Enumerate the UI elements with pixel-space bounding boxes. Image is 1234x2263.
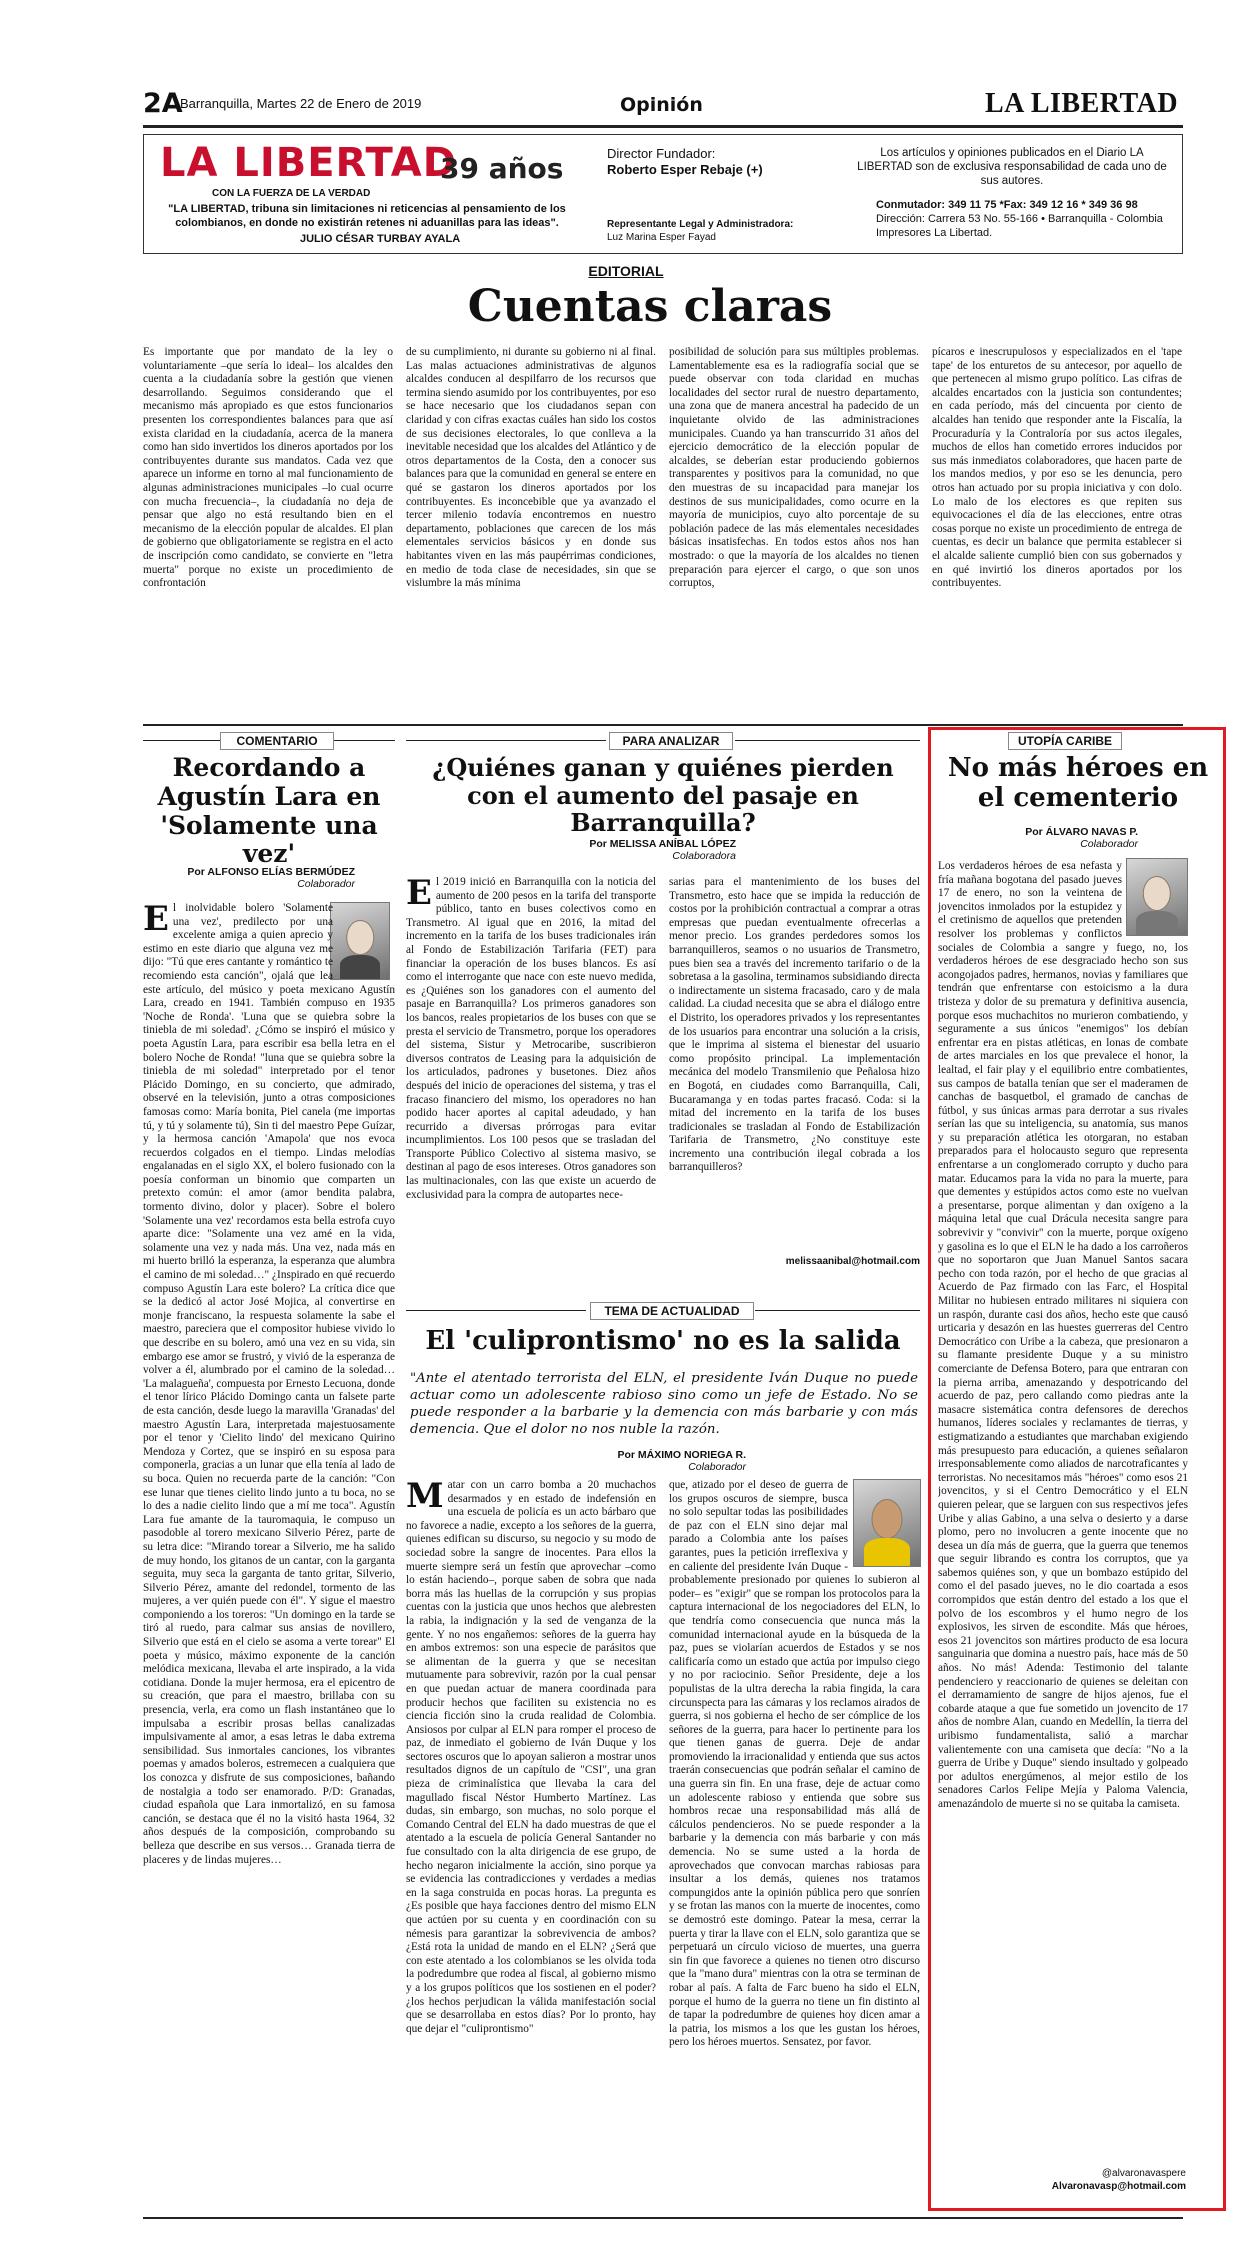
- editorial-col-1: Es importante que por mandato de la ley o voluntariamente –que sería lo ideal– los alcaldes den cuenta a la ciudadanía sobre la gestión que vienen desarrollando. Seguimos considerando que el mecanismo más apropiado es que estos funcionarios presenten los correspondientes balances para que así exista claridad en la ciudadanía, acerca de la manera como han sido invertidos los dineros aportados por los contribuyentes durante sus mandatos. Cada vez que aparece un informe en torno al mal funcionamiento de algunas administraciones municipales –lo cual ocurre con mucha frecuencia–, la ciudadanía no deja de pensar que algo no está resultando bien en el mecanismo de la elección popular de alcaldes. El plan de gobierno que obligatoriamente se registra en el acto de inscripción como candidato, se convierte en "letra muerta" porque no existe un procedimiento de confrontación: [143, 346, 393, 590]
- editorial-col-2: de su cumplimiento, ni durante su gobierno ni al final. Las malas actuaciones administrativas de algunos alcaldes conducen al despilfarro de los recursos que termina siendo asumido por los contribuyentes, por eso se hace necesario que los ciudadanos sepan con claridad y con cifras exactas cuáles han sido los costos de sus decisiones electorales, lo que conlleva a la inevitable necesidad que los alcaldes del Atlántico y de otros departamentos de la Costa, den a conocer sus balances para que la comunidad en general se entere en qué se gastaron los dineros aportados por los contribuyentes. Es inconcebible que ya avanzado el tercer milenio todavía encontremos en nuestro departamento, poblaciones que carecen de los más elementales servicios básicos y en donde sus habitantes viven en las más paupérrimas condiciones, en medio de toda clase de necesidades, sin que se vislumbre la más mínima: [406, 346, 656, 590]
- comentario-text: l inolvidable bolero 'Solamente una vez', predilecto por una excelente amiga a quien aprecio y estimo en este diario que alguna vez me dijo: "Tú que eres cantante y romántico te recomiendo esta canción", ojalá que lea este artículo, del músico y poeta mexicano Agustín Lara, creado en 1941. También compuso en 1935 'Noche de Ronda'. 'Luna que se quiebra sobre la tiniebla de mi soledad'. ¿Cómo se inspiró el músico y poeta Agustín Lara, para escribir esa bella letra en el bolero Noche de Ronda! "luna que se quiebra sobre la tiniebla de mi soledad" interpretado por el tenor Plácido Domingo, en su concierto, que admirado, observé en la televisión, junto a otras composiciones famosas como: María bonita, Piel canela (me importas tú, y tú y solamente tú), Sin ti del maestro Pepe Guízar, y la hermosa canción 'Amapola' que nos evoca recuerdos colgados en el tiempo. Lindas melodías engalanadas en el siglo XX, el bolero fusionado con la poesía conforman un binomio que comparten un pretexto común: el amor (amor bendita palabra, tormento divino, dolor y placer). Sobre el bolero 'Solamente una vez' recordamos esta bella estrofa cuyo aparte dice: "Solamente una vez amé en la vida, solamente una vez y nada más. Una vez, nada más en mi huerto brilló la esperanza, la esperanza que alumbra el camino de mi soledad…" ¿Inspirado en qué recuerdo compuso Agustín Lara este bolero? La crítica dice que se la dedicó al actor José Mojica, al convertirse en monje franciscano, la respuesta solamente la sabe el maestro, pareciera que el compositor hubiese vivido lo que describe en su bolero, amó una vez en su vida, sin embargo ese amor se frustró, y vivió de la esperanza de volver a él, alumbrado por el camino de la soledad… 'La malagueña', compuesta por Ernesto Lecuona, donde el tenor lírico Plácido Domingo canta un falsete parte de esta canción, desde luego la maravilla 'Granadas' del maestro Agustín Lara, interpretada majestuosamente por el tenor y 'Cielito lindo' del mexicano Quirino Mendoza y Cortez, que se inspiró en su esposa para componerla, gracias a un lunar que ella tenía al lado de su boca. Quien no recuerda parte de la canción: "Con ese lunar que tienes cielito lindo junto a tu boca, no se lo des a nadie cielito lindo que a mí me toca". Agustín Lara fue amante de la tauromaquia, le compuso un pasodoble al torero mexicano Silverio Pérez, parte de su letra dice: "Mirando torear a Silverio, me ha salido de muy hondo, los gitanos de un cantar, con la garganta seguita, muy seca la garganta de tanto gritar, Silverio, Silverio Pérez, amante del redondel, tormento de las mujeres, a ver quién puede con él". Y sigue el maestro componiendo a los toreros: "Un domingo en la tarde se tiró al ruedo, para calmar sus ansias de novillero, Silverio que está en el cielo se asoma a verte torear" El poeta y músico, máximo exponente de la canción melódica mexicana, llevaba el arte inspirado, a la vida cotidiana. Donde la mujer hermosa, era el epicentro de su creación, que para el maestro, brillaba con su presencia, verla, era como un flash instantáneo que lo impulsaba a escribir prosas bellas canalizadas impulsivamente al amor, a esas letras le daba extrema sensibilidad. Sus inmortales canciones, los vibrantes poemas y amados boleros, estremecen a cualquiera que los conozca y disfrute de sus composiciones, bañando de nostalgia a todo ser enamorado. P/D: Granadas, ciudad española que Lara inmortalizó, en su famosa canción, se destaca que él no la visitó hasta 1964, 32 años después de la composición, comprobando su belleza que describe en sus versos… Granada tierra de placeres y de lindas mujeres…: [143, 902, 395, 1866]
- actualidad-byline: [406, 1449, 746, 1473]
- utopia-text: Los verdaderos héroes de esa nefasta y fría mañana bogotana del pasado jueves 17 de enero, no son la veintena de jovencitos inmolados por la estupidez y el cretinismo de aquellos que pretenden resolver los problemas y conflictos sociales de Colombia a sangre y fuego, no, los verdaderos héroes de ese desgraciado hecho son sus acongojados padres, hermanos, novias y familiares que tendrán que enfrentarse con estoicismo a la dura tristeza y dolor de su prematura y definitiva ausencia, porque esos muchachitos no murieron combatiendo, y seguramente a sus únicos "enemigos" los debían enfrentar era en pistas atléticas, en lonas de combate de artes marciales en los que prevalece el honor, la lealtad, el fair play y el equilibrio entre combatientes, sus campos de batalla tenían que ser el maderamen de canchas de basquetbol, el gramado de canchas de fútbol, y sus únicas armas para derrotar a sus rivales serían las que su inteligencia, su anatomía, sus manos y su preparación atlética les otorgaran, no estaban preparados para el holocausto seguro que representa enfrentarse a un conglomerado corrupto y ducho para matar. Educamos para la vida no para la muerte, para que dementes y estúpidos actos como este no vuelvan a presentarse, porque alimentan y dan oxígeno a la máquina letal que cual Drácula necesita sangre para sobrevivir y "convivir" con la muerte, porque oxígeno y gasolina es lo que el ELN le ha dado a los carroñeros que no soportaron que Juan Manuel Santos sacara pecho con toda razón, por el hecho de que gracias al Acuerdo de Paz firmado con las Farc, el Hospital Militar no hubiesen entrado militares ni siquiera con un raspón, durante casi dos años, hecho este que causó urticaria y desazón en las huestes guerreras del Centro Democrático con Uribe a la cabeza, que presionaron a su flamante presidente Duque y a su ministro comerciante de Defensa Botero, para que entraran con la pierna arriba, amenazando y despotricando del acuerdo de paz, pero callando como piedras ante la masacre sistemática contra defensores de derechos humanos, líderes sociales y reclamantes de tierras, y estigmatizando a estudiantes que marchaban exigiendo más presupuesto para educación, a quienes señalaron irresponsablemente como aliados de narcotraficantes y terroristas. No necesitamos más "héroes" como esos 21 jovencitos, y si el Centro Democrático y el ELN quieren pelear, que se larguen con sus respectivos jefes Uribe y alias Gabino, a una selva o desierto y a darse plomo, pero no involucren a gente inocente que no desea un día más de guerra, que la guerra que tenemos que seguir librando es contra los corruptos, que ya sabemos quiénes son, y que un bombazo estúpido del como el del pasado jueves, no le dio coartada a esos corrompidos que están dentro del estado a los que el polvo de los escombros y el humo negro de los explosivos, les sirven de escondite. Más que héroes, esos 21 jovencitos son mártires producto de esa locura sanguinaria que domina a nuestro país, hace más de 50 años. No más! Adenda: Testimonio del talante pendenciero y reaccionario de quienes se deleitan con el derramamiento de sangre de hijos ajenos, fue el cobarde ataque a que fue sometido un jovencito de 17 años de nombre Alan, cuando en Medellín, la tierra del uribismo fundamentalista, salió a marchar valientemente con una camiseta que decía: "No a la guerra de Uribe y Duque" siendo insultado y golpeado por adultos energúmenos, al mejor estilo de los senadores Carlos Felipe Mejía y Paloma Valencia, amenazándolo de muerte si no se quitaba la camiseta.: [938, 860, 1188, 1810]
- utopia-label: UTOPÍA CARIBE: [1008, 732, 1122, 750]
- actualidad-author: Por MÁXIMO NORIEGA R.: [617, 1449, 746, 1461]
- analizar-email: melissaanibal@hotmail.com: [785, 1256, 920, 1267]
- utopia-title: No más héroes en el cementerio: [947, 753, 1209, 813]
- contact-phone: Conmutador: 349 11 75 *Fax: 349 12 16 * 349 36 98: [876, 199, 1138, 211]
- contact-printer: Impresores La Libertad.: [876, 227, 993, 239]
- analizar-byline: [406, 838, 736, 862]
- paper-name: LA LIBERTAD: [985, 88, 1179, 119]
- analizar-author: Por MELISSA ANÍBAL LÓPEZ: [589, 838, 736, 850]
- comentario-author: Por ALFONSO ELÍAS BERMÚDEZ: [187, 866, 355, 878]
- utopia-body: [938, 860, 1188, 2165]
- actualidad-title: El 'culiprontismo' no es la salida: [425, 1326, 901, 1356]
- comentario-title: Recordando a Agustín Lara en 'Solamente una vez': [157, 753, 381, 869]
- founder-name: Roberto Esper Rebaje (+): [607, 162, 763, 177]
- section-title: Opinión: [620, 94, 703, 116]
- comentario-role: Colaborador: [297, 878, 355, 890]
- utopia-handle: @alvaronavaspere: [1101, 2168, 1186, 2179]
- analizar-title: ¿Quiénes ganan y quiénes pierden con el aumento del pasaje en Barranquilla?: [432, 753, 894, 838]
- masthead-legal: [607, 218, 837, 244]
- comentario-body: [143, 902, 395, 2202]
- actualidad-rule-left: [406, 1310, 586, 1311]
- footer-rule: [143, 2217, 1183, 2219]
- utopia-byline: [938, 826, 1138, 850]
- legal-name: Luz Marina Esper Fayad: [607, 232, 716, 243]
- founder-label: Director Fundador:: [607, 146, 716, 161]
- masthead-founder: [607, 146, 837, 178]
- analizar-label: PARA ANALIZAR: [609, 732, 733, 750]
- actualidad-role: Colaborador: [688, 1461, 746, 1473]
- legal-label: Representante Legal y Administradora:: [607, 219, 794, 230]
- editorial-col-4: pícaros e inescrupulosos y especializados en el 'tape tape' de los enturetos de su antecesor, por aquello de que pertenecen al mismo grupo político. Las cifras de alcaldes encartados con la justicia son contundentes; en cada período, más del cincuenta por ciento de alcaldes han tenido que responder ante la Fiscalía, la Procuraduría y la Contraloría por sus actos ilegales, muchos de ellos han cometido errores inducidos por sus más inmediatos colaboradores, que hacen parte de los mandos medios, y por eso se les denuncia, pero otros han actuado por su propia iniciativa y con dolo. Lo malo de los electores es que repiten sus equivocaciones el día de las elecciones, entre otras cosas porque no existe un procedimiento de entrega de cuentas, es decir un balance que permita establecer si el alcalde saliente cumplió bien con sus gobernados y en qué invirtió los dineros aportados por los contribuyentes.: [932, 346, 1182, 590]
- header-rule: [143, 125, 1183, 128]
- analizar-rule-left: [406, 740, 606, 741]
- analizar-text-1: l 2019 inició en Barranquilla con la noticia del aumento de 200 pesos en la tarifa del transporte público, tanto en buses colectivos como en Transmetro. Al igual que en 2016, la mitad del incremento en la tarifa de los buses tradicionales irán al Fondo de Estabilización Tarifaria (FET) para financiar la operación de los buses blancos. Es así como el interrogante que nace con este nuevo medida, es ¿Quiénes son los ganadores con el aumento del pasaje en Barranquilla? Los primeros ganadores son los bancos, reales propietarios de los buses con que se presta el servicio de Transmetro, porque los operadores del sistema, Sistur y Metrocaribe, suscribieron diversos contratos de Leasing para la adquisición de los articulados, padrones y busetones. Diez años después del inicio de operaciones del sistema, y tras el fracaso financiero del mismo, los operadores no han podido hacer aportes al capital adeudado, y han recurrido a diversas prórrogas para evitar incumplimientos. Los 100 pesos que se trasladan del Transporte Público Colectivo al sistema masivo, se destinan al pago de esos intereses. Otros ganadores son las multinacionales, con las que existe un acuerdo de exclusividad para la compra de autopartes nece-: [406, 876, 656, 1201]
- utopia-email: Alvaronavasp@hotmail.com: [1051, 2181, 1186, 2192]
- editorial-title: Cuentas claras: [467, 281, 833, 332]
- actualidad-text-1: atar con un carro bomba a 20 muchachos desarmados y en estado de indefensión en una escuela de policía es un acto bárbaro que no favorece a nadie, excepto a los señores de la guerra, quienes edifican su discurso, su negocio y su modo de sociedad sobre la sangre de inocentes. Para ellos la muerte siempre será un festín que aprovechar –como lo están haciendo–, porque saben de sobra que nada borra más las huellas de la corrupción y sus propias cuentas con la justicia que unos hechos que alebresten la rabia, la indignación y la sed de venganza de la gente. Y no nos engañemos: señores de la guerra hay en ambos extremos: son una especie de parásitos que se alimentan de la guerra y que se necesitan mutuamente para sobrevivir, razón por la cual pensar en que puedan actuar de manera coordinada para producir hechos que faciliten su existencia no es ciencia ficción sino la cruda realidad de Colombia. Ansiosos por culpar al ELN para romper el proceso de paz, de inmediato el gobierno de Iván Duque y los sectores oscuros que lo apoyan salieron a mostrar unos resultados dignos de un capítulo de "CSI", una gran pieza de criminalística que llevaba la cara del magullado fiscal Néstor Humberto Martínez. Las dudas, sin embargo, son muchas, no solo porque el Comando Central del ELN ha dado muestras de que el atentado a la escuela de policía General Santander no fue consultado con la alta dirigencia de ese grupo, de hecho negaron inicialmente la acción, sino porque ya se evidencia las contradicciones y verdades a medias en la saga construida en pocas horas. La pregunta es ¿Es posible que haya facciones dentro del mismo ELN que actúen por su cuenta y en coordinación con su némesis para garantizar la sobrevivencia de ambos? ¿Está rota la unidad de mando en el ELN? ¿Será que con este atentado a los colombianos se les olvida toda la podredumbre que rodea al fiscal, al gobierno mismo y a los grupos políticos que los sostienen en el poder? ¿los hechos perjudican la válida manifestación social que se desarrollaba en estos días? Por lo pronto, hay que dejar el "culiprontismo": [406, 1479, 656, 2035]
- masthead-notice: Los artículos y opiniones publicados en el Diario LA LIBERTAD son de exclusiva responsabilidad de cada uno de sus autores.: [857, 147, 1167, 187]
- masthead-years: 39 años: [440, 152, 564, 185]
- issue-date: Barranquilla, Martes 22 de Enero de 2019: [180, 96, 422, 111]
- actualidad-col-1: [406, 1479, 656, 2209]
- masthead-quote: "LA LIBERTAD, tribuna sin limitaciones ni reticencias al pensamiento de los colombianos, en donde no existirán retenes ni aduanillas para las ideas".: [168, 203, 566, 229]
- analizar-role: Colaboradora: [672, 850, 736, 862]
- actualidad-dropcap: M: [406, 1479, 444, 1516]
- analizar-dropcap: E: [406, 876, 432, 913]
- actualidad-rule-right: [755, 1310, 920, 1311]
- masthead-contact: [876, 198, 1176, 240]
- editorial-col-3: posibilidad de solución para sus múltiples problemas. Lamentablemente esa es la radiografía social que se puede observar con toda claridad en muchas localidades del sector rural de nuestro departamento, una zona que de manera ancestral ha padecido de un inquietante olvido de las administraciones municipales. Cuando ya han transcurrido 31 años del ejercicio democrático de la elección popular de alcaldes, se deberían estar produciendo gobiernos transparentes y positivos para la comunidad, no que den muestras de su incapacidad para manejar los destinos de sus municipalidades, como ocurre en la mayoría de municipios, cuyo alto porcentaje de su población padece de las más elementales necesidades básicas insatisfechas. En todos estos años nos han mostrado: o que la mayoría de los alcaldes no tienen preparación para ejercer el cargo, o que son unos corruptos,: [669, 346, 919, 590]
- actualidad-col-2: [669, 1479, 920, 2209]
- analizar-rule-right: [735, 740, 920, 741]
- page-number: 2A: [143, 88, 183, 119]
- utopia-role: Colaborador: [1080, 838, 1138, 850]
- editorial-label: EDITORIAL: [570, 262, 682, 280]
- analizar-col-1: [406, 876, 656, 1294]
- masthead-tagline: CON LA FUERZA DE LA VERDAD: [212, 188, 371, 199]
- comentario-byline: [143, 866, 355, 890]
- analizar-col-2: sarias para el mantenimiento de los buses del Transmetro, esto hace que se impida la reducción de costos por la prohibición contractual a comprar a otras empresas que puedan eventualmente ofrecerlas a menor precio. Los grandes perdedores somos los barranquilleros, seamos o no usuarios de Transmetro, pues bien sea a través del incremento tarifario o de la sobretasa a la gasolina, terminamos subsidiando directa o indirectamente un sistema fracasado, caro y de mala calidad. La ciudad necesita que se abra el diálogo entre el Distrito, los operadores privados y los representantes de los usuarios para encontrar una solución a la crisis, que le imprima al sistema el bienestar del usuario como propósito principal. La implementación mecánica del modelo Transmilenio que Peñalosa hizo en Bogotá, en ciudades como Barranquilla, Cali, Bucaramanga y en todas partes fracasó. Coda: si la mitad del incremento en la tarifa de los buses tradicionales se trasladan al Fondo de Estabilización Tarifaria de Transmetro, ¿No constituye este incremento una contribución ilegal cobrada a los barranquilleros?: [669, 876, 920, 1174]
- contact-address: Dirección: Carrera 53 No. 55-166 • Barranquilla - Colombia: [876, 213, 1163, 225]
- utopia-author: Por ÁLVARO NAVAS P.: [1025, 826, 1138, 838]
- comentario-label: COMENTARIO: [220, 732, 334, 750]
- actualidad-lede: "Ante el atentado terrorista del ELN, el presidente Iván Duque no puede actuar como un adolescente rabioso sino como un jefe de Estado. No se puede responder a la barbarie y la demencia con más barbarie y con más demencia. Que el dolor no nos nuble la razón.: [410, 1371, 918, 1437]
- editorial-rule: [143, 724, 1183, 726]
- masthead-quote-author: JULIO CÉSAR TURBAY AYALA: [300, 233, 461, 245]
- actualidad-text-2: que, atizado por el deseo de guerra de los grupos oscuros de siempre, busca no solo sepultar todas las posibilidades de paz con el ELN sino dejar mal parado a Colombia ante los países garantes, pues la petición irreflexiva y en caliente del presidente Iván Duque -probablemente presionado por quienes lo subieron al poder– es "exigir" que se rompan los protocolos para la captura internacional de los negociadores del ELN, lo que tendría como consecuencia que nunca más la comunidad internacional ayude en la búsqueda de la paz, pues se violarían acuerdos de Estados y se nos calificaría como un estado que actúa por impulso ciego y no por raciocinio. Señor Presidente, deje a los populistas de la ultra derecha la rabia fingida, la cara circunspecta para las cámaras y los reclamos airados de guerra, si nos gobierna el hecho de ser cómplice de los señores de la guerra, para hacer lo pertinente para los que tienen ganas de guerra. Deje de andar promoviendo la irracionalidad y entienda que sus actos traerán consecuencias que podrán señalar el camino de una guerra sin fin. En una frase, deje de actuar como un adolescente rabioso y entienda que sobre sus hombros recae una responsabilidad más allá de cálculos pendencieros. No se puede responder a la barbarie y la demencia con más barbarie y con más demencia. No se sume usted a la horda de aprovechados que convocan marchas rabiosas para insultar a los demás, quienes nos tratamos compungidos ante la opinión pública pero que sonríen y se frotan las manos con la muerte de inocentes, como se demostró este domingo. Patear la mesa, cerrar la puerta y tirar la llave con el ELN, solo garantiza que se perpetuará un círculo vicioso de muertes, una guerra sin fin que favorece a quienes no tienen otro discurso que la "mano dura" mientras con la otra se terminan de robar al país. A falta de Farc bueno ha sido el ELN, porque el humo de la guerra no tiene un fin distinto al de tapar la podredumbre de quienes hoy dicen amar a la patria, los mismos a los que les gustan los héroes, pero los héroes muertos. Sensatez, por favor.: [669, 1479, 920, 2049]
- actualidad-label: TEMA DE ACTUALIDAD: [590, 1302, 754, 1320]
- masthead-logo: LA LIBERTAD: [160, 140, 457, 186]
- comentario-dropcap: E: [143, 902, 169, 939]
